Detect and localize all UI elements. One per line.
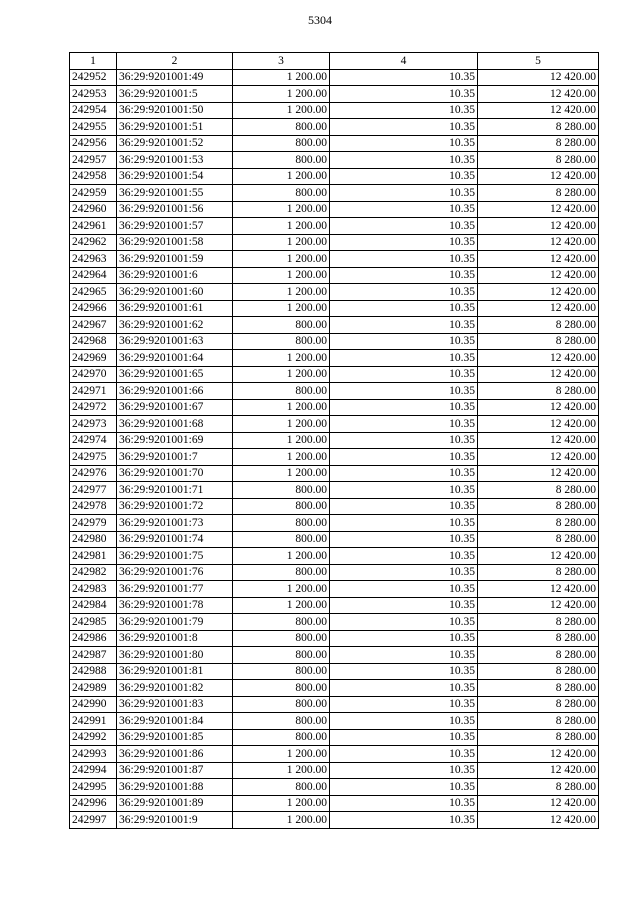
area-cell: 1 200.00 xyxy=(233,399,330,416)
cadastral-number-cell: 36:29:9201001:71 xyxy=(117,482,233,499)
rate-cell: 10.35 xyxy=(330,383,478,400)
row-number-cell: 242985 xyxy=(70,614,117,631)
table-row xyxy=(70,531,599,548)
row-number-cell: 242994 xyxy=(70,762,117,779)
amount-cell: 8 280.00 xyxy=(478,185,599,202)
row-number-cell: 242978 xyxy=(70,498,117,515)
area-cell: 1 200.00 xyxy=(233,812,330,829)
cadastral-number-cell: 36:29:9201001:75 xyxy=(117,548,233,565)
row-number-cell: 242993 xyxy=(70,746,117,763)
area-cell: 800.00 xyxy=(233,482,330,499)
cadastral-number-cell: 36:29:9201001:74 xyxy=(117,531,233,548)
row-number-cell: 242981 xyxy=(70,548,117,565)
row-number-cell: 242988 xyxy=(70,663,117,680)
table-row xyxy=(70,663,599,680)
area-cell: 1 200.00 xyxy=(233,795,330,812)
rate-cell: 10.35 xyxy=(330,119,478,136)
cadastral-number-cell: 36:29:9201001:7 xyxy=(117,449,233,466)
rate-cell: 10.35 xyxy=(330,581,478,598)
table-row xyxy=(70,498,599,515)
cadastral-number-cell: 36:29:9201001:83 xyxy=(117,696,233,713)
row-number-cell: 242964 xyxy=(70,267,117,284)
cadastral-number-cell: 36:29:9201001:65 xyxy=(117,366,233,383)
amount-cell: 8 280.00 xyxy=(478,647,599,664)
area-cell: 1 200.00 xyxy=(233,267,330,284)
rate-cell: 10.35 xyxy=(330,531,478,548)
row-number-cell: 242997 xyxy=(70,812,117,829)
amount-cell: 8 280.00 xyxy=(478,779,599,796)
row-number-cell: 242979 xyxy=(70,515,117,532)
rate-cell: 10.35 xyxy=(330,317,478,334)
amount-cell: 8 280.00 xyxy=(478,333,599,350)
rate-cell: 10.35 xyxy=(330,449,478,466)
table-row xyxy=(70,383,599,400)
area-cell: 800.00 xyxy=(233,333,330,350)
table-row xyxy=(70,696,599,713)
area-cell: 800.00 xyxy=(233,531,330,548)
cadastral-number-cell: 36:29:9201001:57 xyxy=(117,218,233,235)
cadastral-number-cell: 36:29:9201001:53 xyxy=(117,152,233,169)
rate-cell: 10.35 xyxy=(330,267,478,284)
amount-cell: 8 280.00 xyxy=(478,680,599,697)
data-table xyxy=(69,52,599,829)
amount-cell: 12 420.00 xyxy=(478,548,599,565)
row-number-cell: 242992 xyxy=(70,729,117,746)
area-cell: 800.00 xyxy=(233,317,330,334)
cadastral-number-cell: 36:29:9201001:5 xyxy=(117,86,233,103)
rate-cell: 10.35 xyxy=(330,234,478,251)
row-number-cell: 242989 xyxy=(70,680,117,697)
rate-cell: 10.35 xyxy=(330,564,478,581)
amount-cell: 12 420.00 xyxy=(478,300,599,317)
amount-cell: 8 280.00 xyxy=(478,696,599,713)
area-cell: 800.00 xyxy=(233,647,330,664)
rate-cell: 10.35 xyxy=(330,795,478,812)
rate-cell: 10.35 xyxy=(330,69,478,86)
area-cell: 1 200.00 xyxy=(233,69,330,86)
rate-cell: 10.35 xyxy=(330,350,478,367)
rate-cell: 10.35 xyxy=(330,680,478,697)
amount-cell: 8 280.00 xyxy=(478,482,599,499)
cadastral-number-cell: 36:29:9201001:73 xyxy=(117,515,233,532)
area-cell: 800.00 xyxy=(233,152,330,169)
rate-cell: 10.35 xyxy=(330,168,478,185)
amount-cell: 8 280.00 xyxy=(478,564,599,581)
cadastral-number-cell: 36:29:9201001:88 xyxy=(117,779,233,796)
rate-cell: 10.35 xyxy=(330,762,478,779)
area-cell: 1 200.00 xyxy=(233,284,330,301)
table-row xyxy=(70,317,599,334)
amount-cell: 12 420.00 xyxy=(478,284,599,301)
amount-cell: 12 420.00 xyxy=(478,366,599,383)
row-number-cell: 242952 xyxy=(70,69,117,86)
cadastral-number-cell: 36:29:9201001:79 xyxy=(117,614,233,631)
cadastral-number-cell: 36:29:9201001:64 xyxy=(117,350,233,367)
amount-cell: 12 420.00 xyxy=(478,449,599,466)
rate-cell: 10.35 xyxy=(330,696,478,713)
row-number-cell: 242960 xyxy=(70,201,117,218)
cadastral-number-cell: 36:29:9201001:51 xyxy=(117,119,233,136)
cadastral-number-cell: 36:29:9201001:9 xyxy=(117,812,233,829)
cadastral-number-cell: 36:29:9201001:50 xyxy=(117,102,233,119)
amount-cell: 12 420.00 xyxy=(478,69,599,86)
area-cell: 1 200.00 xyxy=(233,548,330,565)
amount-cell: 8 280.00 xyxy=(478,663,599,680)
area-cell: 1 200.00 xyxy=(233,416,330,433)
table-row xyxy=(70,779,599,796)
row-number-cell: 242991 xyxy=(70,713,117,730)
cadastral-number-cell: 36:29:9201001:52 xyxy=(117,135,233,152)
amount-cell: 12 420.00 xyxy=(478,581,599,598)
rate-cell: 10.35 xyxy=(330,251,478,268)
area-cell: 1 200.00 xyxy=(233,300,330,317)
amount-cell: 12 420.00 xyxy=(478,267,599,284)
table-row xyxy=(70,746,599,763)
area-cell: 800.00 xyxy=(233,713,330,730)
amount-cell: 8 280.00 xyxy=(478,713,599,730)
row-number-cell: 242967 xyxy=(70,317,117,334)
row-number-cell: 242977 xyxy=(70,482,117,499)
area-cell: 800.00 xyxy=(233,135,330,152)
amount-cell: 12 420.00 xyxy=(478,795,599,812)
amount-cell: 12 420.00 xyxy=(478,102,599,119)
area-cell: 1 200.00 xyxy=(233,432,330,449)
table-row xyxy=(70,647,599,664)
amount-cell: 8 280.00 xyxy=(478,614,599,631)
cadastral-number-cell: 36:29:9201001:59 xyxy=(117,251,233,268)
table-row xyxy=(70,119,599,136)
cadastral-number-cell: 36:29:9201001:68 xyxy=(117,416,233,433)
row-number-cell: 242987 xyxy=(70,647,117,664)
cadastral-number-cell: 36:29:9201001:77 xyxy=(117,581,233,598)
table-row xyxy=(70,333,599,350)
row-number-cell: 242995 xyxy=(70,779,117,796)
column-header-4: 4 xyxy=(330,53,478,70)
rate-cell: 10.35 xyxy=(330,432,478,449)
amount-cell: 12 420.00 xyxy=(478,201,599,218)
rate-cell: 10.35 xyxy=(330,597,478,614)
table-body xyxy=(70,69,599,828)
area-cell: 1 200.00 xyxy=(233,366,330,383)
table-header-row xyxy=(70,53,599,70)
cadastral-number-cell: 36:29:9201001:62 xyxy=(117,317,233,334)
rate-cell: 10.35 xyxy=(330,201,478,218)
row-number-cell: 242958 xyxy=(70,168,117,185)
row-number-cell: 242982 xyxy=(70,564,117,581)
rate-cell: 10.35 xyxy=(330,647,478,664)
area-cell: 1 200.00 xyxy=(233,465,330,482)
rate-cell: 10.35 xyxy=(330,614,478,631)
amount-cell: 8 280.00 xyxy=(478,630,599,647)
row-number-cell: 242973 xyxy=(70,416,117,433)
row-number-cell: 242990 xyxy=(70,696,117,713)
cadastral-number-cell: 36:29:9201001:85 xyxy=(117,729,233,746)
amount-cell: 12 420.00 xyxy=(478,86,599,103)
area-cell: 1 200.00 xyxy=(233,86,330,103)
amount-cell: 12 420.00 xyxy=(478,350,599,367)
cadastral-number-cell: 36:29:9201001:70 xyxy=(117,465,233,482)
amount-cell: 8 280.00 xyxy=(478,515,599,532)
row-number-cell: 242970 xyxy=(70,366,117,383)
row-number-cell: 242954 xyxy=(70,102,117,119)
cadastral-number-cell: 36:29:9201001:84 xyxy=(117,713,233,730)
cadastral-number-cell: 36:29:9201001:67 xyxy=(117,399,233,416)
table-row xyxy=(70,185,599,202)
row-number-cell: 242983 xyxy=(70,581,117,598)
area-cell: 1 200.00 xyxy=(233,762,330,779)
table-row xyxy=(70,399,599,416)
rate-cell: 10.35 xyxy=(330,746,478,763)
table-row xyxy=(70,218,599,235)
area-cell: 1 200.00 xyxy=(233,218,330,235)
cadastral-number-cell: 36:29:9201001:87 xyxy=(117,762,233,779)
cadastral-number-cell: 36:29:9201001:89 xyxy=(117,795,233,812)
area-cell: 1 200.00 xyxy=(233,102,330,119)
table-row xyxy=(70,350,599,367)
column-header-1: 1 xyxy=(70,53,117,70)
row-number-cell: 242980 xyxy=(70,531,117,548)
table-row xyxy=(70,564,599,581)
row-number-cell: 242968 xyxy=(70,333,117,350)
amount-cell: 12 420.00 xyxy=(478,762,599,779)
row-number-cell: 242976 xyxy=(70,465,117,482)
column-header-2: 2 xyxy=(117,53,233,70)
row-number-cell: 242955 xyxy=(70,119,117,136)
area-cell: 800.00 xyxy=(233,729,330,746)
row-number-cell: 242969 xyxy=(70,350,117,367)
table-row xyxy=(70,234,599,251)
row-number-cell: 242962 xyxy=(70,234,117,251)
table-row xyxy=(70,168,599,185)
rate-cell: 10.35 xyxy=(330,152,478,169)
amount-cell: 8 280.00 xyxy=(478,152,599,169)
cadastral-number-cell: 36:29:9201001:78 xyxy=(117,597,233,614)
table-row xyxy=(70,465,599,482)
table-row xyxy=(70,614,599,631)
row-number-cell: 242957 xyxy=(70,152,117,169)
row-number-cell: 242966 xyxy=(70,300,117,317)
area-cell: 1 200.00 xyxy=(233,449,330,466)
row-number-cell: 242956 xyxy=(70,135,117,152)
cadastral-number-cell: 36:29:9201001:49 xyxy=(117,69,233,86)
cadastral-number-cell: 36:29:9201001:60 xyxy=(117,284,233,301)
row-number-cell: 242959 xyxy=(70,185,117,202)
row-number-cell: 242984 xyxy=(70,597,117,614)
cadastral-number-cell: 36:29:9201001:63 xyxy=(117,333,233,350)
rate-cell: 10.35 xyxy=(330,548,478,565)
area-cell: 800.00 xyxy=(233,515,330,532)
amount-cell: 8 280.00 xyxy=(478,383,599,400)
row-number-cell: 242953 xyxy=(70,86,117,103)
cadastral-number-cell: 36:29:9201001:82 xyxy=(117,680,233,697)
cadastral-number-cell: 36:29:9201001:55 xyxy=(117,185,233,202)
rate-cell: 10.35 xyxy=(330,399,478,416)
area-cell: 800.00 xyxy=(233,564,330,581)
rate-cell: 10.35 xyxy=(330,498,478,515)
column-header-3: 3 xyxy=(233,53,330,70)
table-row xyxy=(70,581,599,598)
area-cell: 800.00 xyxy=(233,680,330,697)
table-row xyxy=(70,762,599,779)
table-row xyxy=(70,284,599,301)
cadastral-number-cell: 36:29:9201001:54 xyxy=(117,168,233,185)
amount-cell: 12 420.00 xyxy=(478,812,599,829)
table-row xyxy=(70,812,599,829)
row-number-cell: 242972 xyxy=(70,399,117,416)
area-cell: 1 200.00 xyxy=(233,597,330,614)
table-row xyxy=(70,597,599,614)
area-cell: 1 200.00 xyxy=(233,234,330,251)
rate-cell: 10.35 xyxy=(330,416,478,433)
cadastral-number-cell: 36:29:9201001:81 xyxy=(117,663,233,680)
rate-cell: 10.35 xyxy=(330,515,478,532)
rate-cell: 10.35 xyxy=(330,185,478,202)
table-row xyxy=(70,548,599,565)
rate-cell: 10.35 xyxy=(330,102,478,119)
table-row xyxy=(70,201,599,218)
table-row xyxy=(70,102,599,119)
amount-cell: 12 420.00 xyxy=(478,399,599,416)
area-cell: 800.00 xyxy=(233,185,330,202)
row-number-cell: 242974 xyxy=(70,432,117,449)
cadastral-number-cell: 36:29:9201001:56 xyxy=(117,201,233,218)
area-cell: 1 200.00 xyxy=(233,168,330,185)
amount-cell: 12 420.00 xyxy=(478,416,599,433)
area-cell: 800.00 xyxy=(233,696,330,713)
cadastral-number-cell: 36:29:9201001:8 xyxy=(117,630,233,647)
rate-cell: 10.35 xyxy=(330,218,478,235)
area-cell: 1 200.00 xyxy=(233,581,330,598)
rate-cell: 10.35 xyxy=(330,86,478,103)
rate-cell: 10.35 xyxy=(330,135,478,152)
cadastral-number-cell: 36:29:9201001:76 xyxy=(117,564,233,581)
cadastral-number-cell: 36:29:9201001:72 xyxy=(117,498,233,515)
row-number-cell: 242961 xyxy=(70,218,117,235)
table-row xyxy=(70,729,599,746)
table-row xyxy=(70,267,599,284)
amount-cell: 12 420.00 xyxy=(478,746,599,763)
cadastral-number-cell: 36:29:9201001:58 xyxy=(117,234,233,251)
rate-cell: 10.35 xyxy=(330,630,478,647)
cadastral-number-cell: 36:29:9201001:69 xyxy=(117,432,233,449)
amount-cell: 12 420.00 xyxy=(478,432,599,449)
amount-cell: 8 280.00 xyxy=(478,729,599,746)
amount-cell: 12 420.00 xyxy=(478,465,599,482)
page-number: 5304 xyxy=(308,13,332,27)
rate-cell: 10.35 xyxy=(330,465,478,482)
area-cell: 1 200.00 xyxy=(233,201,330,218)
amount-cell: 12 420.00 xyxy=(478,597,599,614)
row-number-cell: 242971 xyxy=(70,383,117,400)
table-row xyxy=(70,69,599,86)
amount-cell: 8 280.00 xyxy=(478,531,599,548)
rate-cell: 10.35 xyxy=(330,366,478,383)
table-row xyxy=(70,713,599,730)
area-cell: 800.00 xyxy=(233,383,330,400)
area-cell: 1 200.00 xyxy=(233,251,330,268)
rate-cell: 10.35 xyxy=(330,284,478,301)
table-row xyxy=(70,482,599,499)
area-cell: 800.00 xyxy=(233,498,330,515)
table-row xyxy=(70,630,599,647)
table-row xyxy=(70,86,599,103)
table-row xyxy=(70,366,599,383)
rate-cell: 10.35 xyxy=(330,300,478,317)
rate-cell: 10.35 xyxy=(330,482,478,499)
rate-cell: 10.35 xyxy=(330,779,478,796)
column-header-5: 5 xyxy=(478,53,599,70)
cadastral-number-cell: 36:29:9201001:80 xyxy=(117,647,233,664)
cadastral-number-cell: 36:29:9201001:66 xyxy=(117,383,233,400)
amount-cell: 12 420.00 xyxy=(478,218,599,235)
table-row xyxy=(70,416,599,433)
cadastral-number-cell: 36:29:9201001:61 xyxy=(117,300,233,317)
amount-cell: 12 420.00 xyxy=(478,251,599,268)
rate-cell: 10.35 xyxy=(330,663,478,680)
cadastral-number-cell: 36:29:9201001:6 xyxy=(117,267,233,284)
amount-cell: 8 280.00 xyxy=(478,317,599,334)
table-row xyxy=(70,300,599,317)
amount-cell: 8 280.00 xyxy=(478,119,599,136)
area-cell: 800.00 xyxy=(233,663,330,680)
cadastral-number-cell: 36:29:9201001:86 xyxy=(117,746,233,763)
area-cell: 800.00 xyxy=(233,630,330,647)
area-cell: 800.00 xyxy=(233,614,330,631)
amount-cell: 8 280.00 xyxy=(478,135,599,152)
amount-cell: 12 420.00 xyxy=(478,234,599,251)
table-row xyxy=(70,251,599,268)
table-row xyxy=(70,135,599,152)
row-number-cell: 242975 xyxy=(70,449,117,466)
rate-cell: 10.35 xyxy=(330,713,478,730)
area-cell: 1 200.00 xyxy=(233,746,330,763)
table-row xyxy=(70,432,599,449)
table-row xyxy=(70,795,599,812)
rate-cell: 10.35 xyxy=(330,812,478,829)
table-row xyxy=(70,449,599,466)
table-row xyxy=(70,680,599,697)
area-cell: 1 200.00 xyxy=(233,350,330,367)
row-number-cell: 242996 xyxy=(70,795,117,812)
row-number-cell: 242965 xyxy=(70,284,117,301)
rate-cell: 10.35 xyxy=(330,729,478,746)
area-cell: 800.00 xyxy=(233,779,330,796)
row-number-cell: 242986 xyxy=(70,630,117,647)
row-number-cell: 242963 xyxy=(70,251,117,268)
table-row xyxy=(70,515,599,532)
table-row xyxy=(70,152,599,169)
area-cell: 800.00 xyxy=(233,119,330,136)
amount-cell: 8 280.00 xyxy=(478,498,599,515)
amount-cell: 12 420.00 xyxy=(478,168,599,185)
rate-cell: 10.35 xyxy=(330,333,478,350)
